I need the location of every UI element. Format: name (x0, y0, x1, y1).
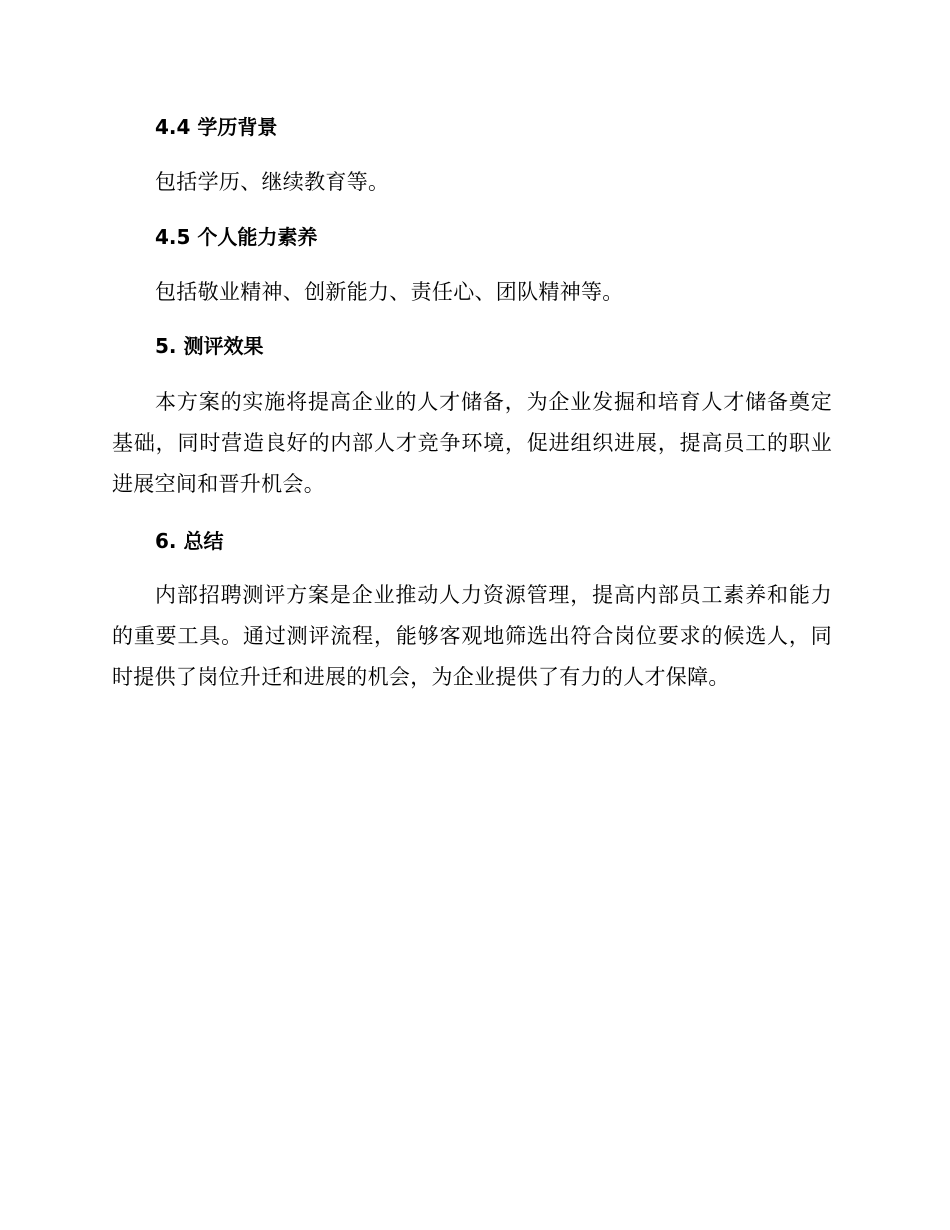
section-4-5-heading: 4.5 个人能力素养 (155, 225, 318, 249)
section-5-body: 本方案的实施将提高企业的人才储备，为企业发掘和培育人才储备奠定基础，同时营造良好的内部人才竞争环境，促进组织进展，提高员工的职业进展空间和晋升机会。 (112, 390, 832, 496)
section-6-heading: 6. 总结 (155, 529, 224, 553)
section-5-heading: 5. 测评效果 (155, 334, 264, 358)
section-6-body: 内部招聘测评方案是企业推动人力资源管理，提高内部员工素养和能力的重要工具。通过测评流程，能够客观地筛选出符合岗位要求的候选人，同时提供了岗位升迁和进展的机会，为企业提供了有力的人才保障。 (112, 583, 832, 689)
section-4-4-body: 包括学历、继续教育等。 (155, 170, 390, 194)
section-4-4-heading: 4.4 学历背景 (155, 115, 278, 139)
section-4-5-body: 包括敬业精神、创新能力、责任心、团队精神等。 (155, 280, 624, 304)
